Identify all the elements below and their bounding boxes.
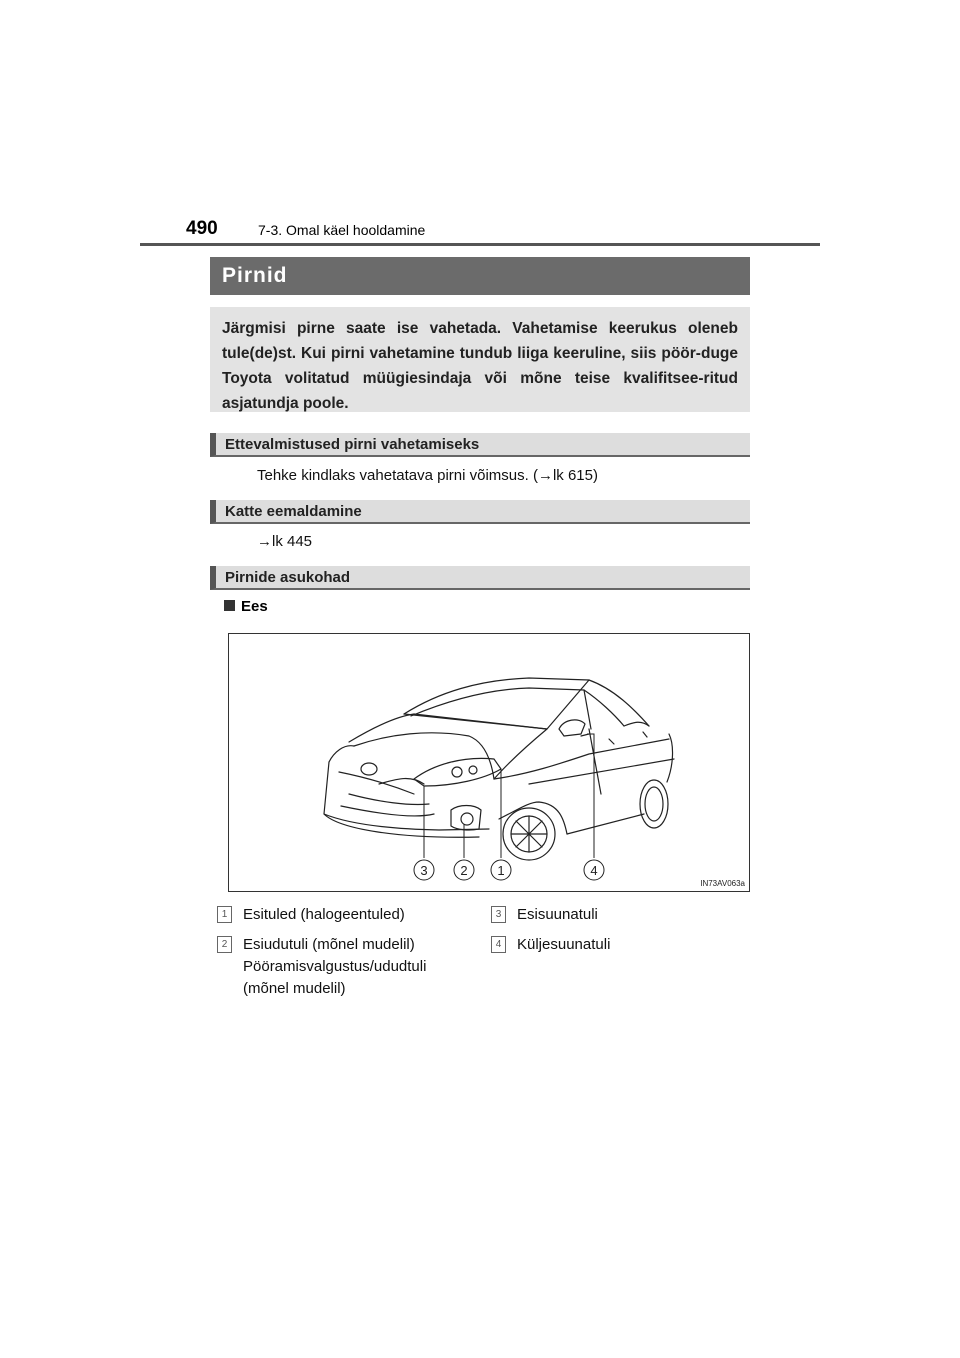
callout-1: 1	[497, 863, 505, 878]
heading-bulb-locations: Pirnide asukohad	[210, 566, 750, 590]
square-bullet-icon	[224, 600, 235, 611]
legend-num-3: 3	[491, 906, 506, 923]
preparation-text: Tehke kindlaks vahetatava pirni võimsus. (→lk 615)	[257, 467, 598, 484]
callout-4: 4	[590, 863, 598, 878]
intro-box: Järgmisi pirne saate ise vahetada. Vahetamise keerukus oleneb tule(de)st. Kui pirni vahetamine tundub liiga keeruline, siis pöör-duge Toyota volitatud müügiesindaja või mõne teise kvalifitsee-ritud asjatundja poole.	[210, 307, 750, 412]
page-number: 490	[186, 218, 218, 239]
section-reference: 7-3. Omal käel hooldamine	[258, 222, 426, 238]
heading-preparation: Ettevalmistused pirni vahetamiseks	[210, 433, 750, 457]
legend-num-2: 2	[217, 936, 232, 953]
cover-removal-ref: →lk 445	[257, 533, 313, 550]
heading-cover-removal: Katte eemaldamine	[210, 500, 750, 524]
legend-text-3: Esisuunatuli	[517, 906, 598, 923]
figure-code: IN73AV063a	[700, 879, 745, 888]
legend-num-1: 1	[217, 906, 232, 923]
callout-2: 2	[460, 863, 468, 878]
car-bulb-figure	[228, 633, 750, 892]
legend-text-1: Esituled (halogeentuled)	[243, 906, 405, 923]
front-subheading-label: Ees	[241, 598, 268, 615]
legend-text-4: Küljesuunatuli	[517, 936, 611, 953]
header-rule	[140, 243, 820, 246]
page-title: Pirnid	[210, 257, 750, 295]
legend-num-4: 4	[491, 936, 506, 953]
car-illustration	[229, 634, 749, 891]
callout-3: 3	[420, 863, 428, 878]
legend-text-2: Esiudutuli (mõnel mudelil) Pööramisvalgustus/ududtuli (mõnel mudelil)	[243, 936, 427, 997]
front-subheading	[224, 598, 268, 615]
